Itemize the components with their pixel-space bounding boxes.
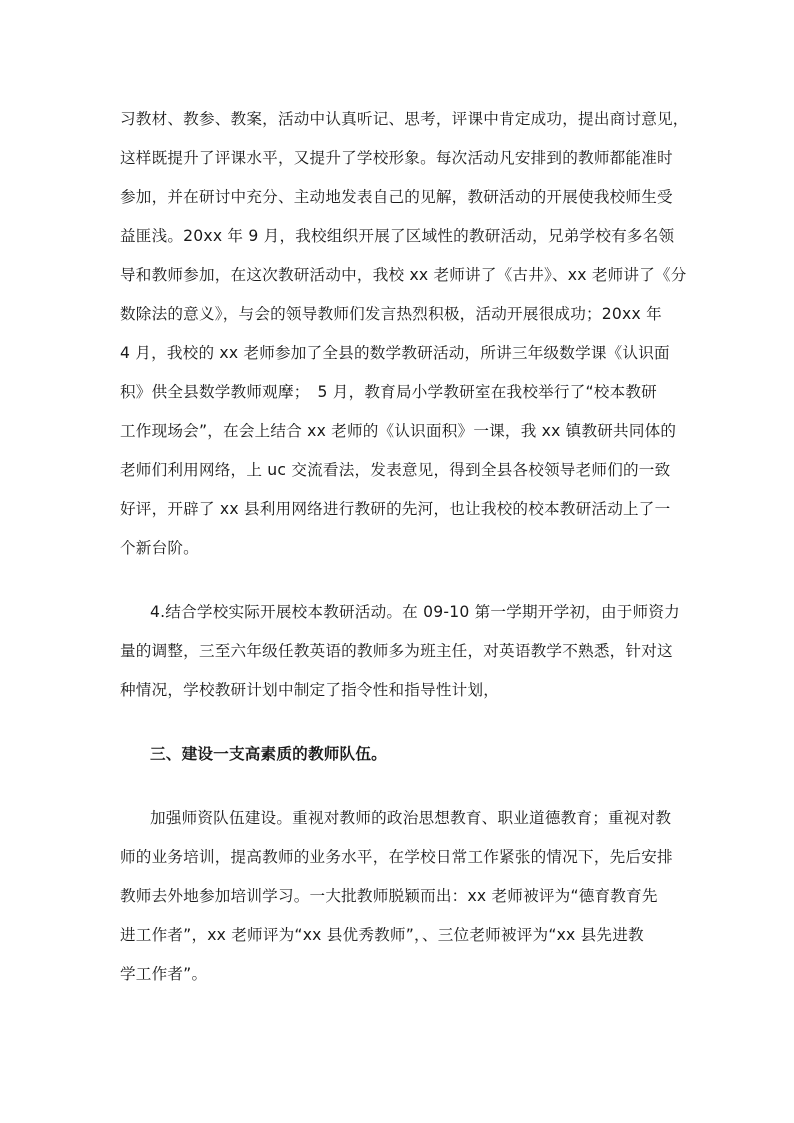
paragraph-1-line: 导和教师参加，在这次教研活动中，我校 xx 老师讲了《古井》、xx 老师讲了《分: [120, 266, 687, 284]
paragraph-1-line: 4 月，我校的 xx 老师参加了全县的数学教研活动，所讲三年级数学课《认识面: [120, 344, 670, 362]
paragraph-1-line: 参加，并在研讨中充分、主动地发表自己的见解，教研活动的开展使我校师生受: [120, 188, 673, 206]
paragraph-1-line: 这样既提升了评课水平，又提升了学校形象。每次活动凡安排到的教师都能准时: [120, 149, 673, 167]
paragraph-3-line: 进工作者”，xx 老师评为“xx 县优秀教师”，、三位老师被评为“xx 县先进教: [120, 926, 644, 944]
paragraph-1-line: 老师们利用网络，上 uc 交流看法，发表意见，得到全县各校领导老师们的一致: [120, 461, 671, 479]
paragraph-3-line: 教师去外地参加培训学习。一大批教师脱颖而出：xx 老师被评为“德育教育先: [120, 887, 658, 905]
paragraph-1-line: 个新台阶。: [120, 539, 199, 557]
paragraph-3-line: 学工作者”。: [120, 965, 208, 983]
paragraph-3-line: 加强师资队伍建设。重视对教师的政治思想教育、职业道德教育；重视对教: [150, 809, 672, 827]
paragraph-1-line: 工作现场会”，在会上结合 xx 老师的《认识面积》一课，我 xx 镇教研共同体的: [120, 422, 677, 440]
paragraph-1-line: 好评，开辟了 xx 县利用网络进行教研的先河，也让我校的校本教研活动上了一: [120, 500, 671, 518]
paragraph-1-line: 数除法的意义》，与会的领导教师们发言热烈积极，活动开展很成功；20xx 年: [120, 305, 662, 323]
paragraph-1-line: 习教材、教参、教案，活动中认真听记、思考，评课中肯定成功，提出商讨意见，: [120, 110, 689, 128]
paragraph-1-line: 益匪浅。20xx 年 9 月，我校组织开展了区域性的教研活动，兄弟学校有多名领: [120, 227, 675, 245]
paragraph-2-line: 种情况，学校教研计划中制定了指令性和指导性计划，: [120, 681, 500, 699]
paragraph-2-line: 4.结合学校实际开展校本教研活动。在 09-10 第一学期开学初，由于师资力: [150, 603, 680, 621]
section-heading: 三、建设一支高素质的教师队伍。: [150, 745, 387, 763]
paragraph-1-line: 积》供全县数学教师观摩； 5 月，教育局小学教研室在我校举行了“校本教研: [120, 383, 657, 401]
paragraph-3-line: 师的业务培训，提高教师的业务水平，在学校日常工作紧张的情况下，先后安排: [120, 848, 673, 866]
paragraph-2-line: 量的调整，三至六年级任教英语的教师多为班主任，对英语教学不熟悉，针对这: [120, 642, 673, 660]
